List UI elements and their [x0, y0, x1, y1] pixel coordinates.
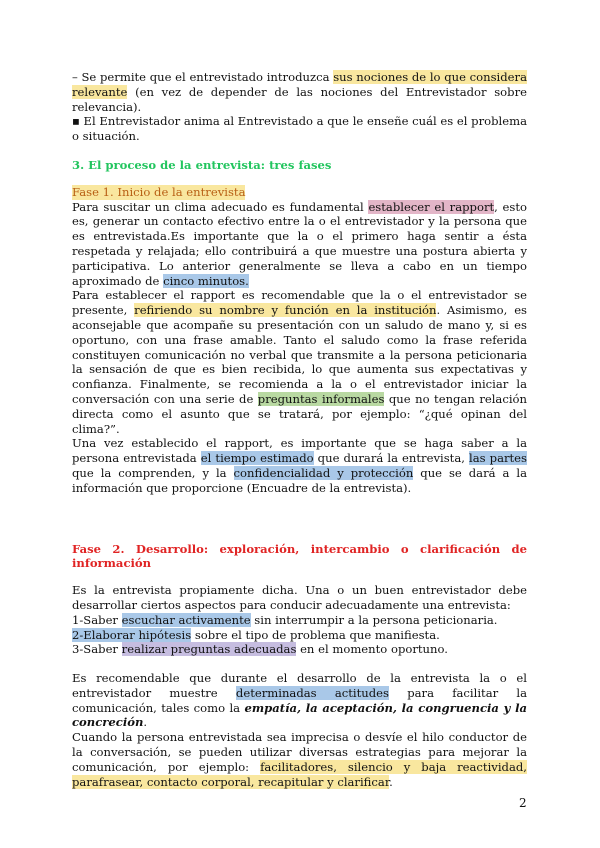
- text: 1-Saber: [72, 612, 122, 627]
- spacer: [72, 496, 527, 542]
- page-number: 2: [519, 796, 527, 810]
- text: 3-Saber: [72, 642, 122, 657]
- highlight-yellow: facilitadores, silencio y baja reactividad, parafrasear, contacto corporal, recapitular y clarificar: [72, 759, 527, 789]
- text: Es recomendable que durante el desarrollo de la entrevista la o el entrevistador muestre: [72, 671, 527, 700]
- text: sobre el tipo de problema que manifiesta.: [191, 627, 440, 642]
- text: Cuando la persona entrevistada sea imprecisa o desvíe el hilo conductor de la conversación, se pueden utilizar diversas estrategias para mejorar la comunicación, por ejemplo:: [72, 730, 527, 774]
- text: que no tengan relación directa como el asunto que se tratará, por ejemplo: “¿qué opinan del clima?”.: [72, 391, 527, 436]
- section-heading: 3. El proceso de la entrevista: tres fases: [72, 157, 332, 172]
- highlight-blue: cinco minutos.: [163, 273, 249, 288]
- fase1-heading-wrap: [72, 185, 527, 200]
- fase1-paragraph-2: [72, 288, 527, 436]
- fase2-paragraph-1: Es la entrevista propiamente dicha. Una o un buen entrevistador debe desarrollar ciertos aspectos para conducir adecuadamente una entrevista:: [72, 583, 527, 612]
- emphasis-text: empatía, la aceptación, la congruencia y la concreción: [72, 700, 527, 730]
- text: en el momento oportuno.: [296, 642, 448, 657]
- fase2-paragraph-2: [72, 671, 527, 730]
- fase1-paragraph-1: [72, 200, 527, 289]
- highlight-green: preguntas informales: [257, 391, 385, 406]
- highlight-yellow: refiriendo su nombre y función en la institución: [134, 303, 437, 318]
- text: para facilitar la comunicación, tales como la: [72, 685, 527, 715]
- highlight-blue: 2-Elaborar hipótesis: [72, 627, 192, 642]
- highlight-blue: las partes: [469, 451, 527, 466]
- text: Una vez establecido el rapport, es importante que se haga saber a la persona entrevistada: [72, 436, 527, 466]
- text: que durará la entrevista,: [313, 451, 469, 466]
- highlight-blue: escuchar activamente: [121, 612, 251, 627]
- list-item: [72, 613, 527, 628]
- paragraph-bullet: ▪ El Entrevistador anima al Entrevistado a que le enseñe cuál es el problema o situación.: [72, 114, 527, 144]
- text: que se dará a la información que proporcione (Encuadre de la entrevista).: [72, 465, 527, 495]
- text: que la comprenden, y la: [72, 465, 234, 480]
- fase2-paragraph-3: [72, 730, 527, 789]
- text: Para establecer el rapport es recomendable que la o el entrevistador se presente,: [72, 288, 527, 318]
- text: .: [143, 715, 148, 730]
- text: – Se permite que el entrevistado introduzca: [72, 70, 334, 84]
- highlight-blue: confidencialidad y protección: [233, 465, 414, 480]
- fase2-heading: Fase 2. Desarrollo: exploración, intercambio o clarificación de información: [72, 541, 527, 571]
- skills-list: [72, 613, 527, 657]
- highlight-yellow: sus nociones de lo que considera relevante: [72, 70, 527, 99]
- text: (en vez de depender de las nociones del Entrevistador sobre relevancia).: [72, 84, 527, 114]
- fase1-paragraph-3: [72, 436, 527, 495]
- list-item: [72, 642, 527, 657]
- paragraph-relevance: [72, 70, 527, 114]
- document-body: [72, 70, 527, 789]
- text: . Asimismo, es aconsejable que acompañe su presentación con un saludo de mano y, si es oportuno, con una frase amable. Tanto el saludo como la frase referida constituyen comunicación no verbal que transmite a la persona peticionaria la sensación de que es bien recibida, lo que aumenta sus expectativas y confianza. Finalmente, se recomienda a la o el entrevistador iniciar la conversación con una serie de: [72, 303, 528, 406]
- highlight-blue: el tiempo estimado: [200, 451, 314, 466]
- text: , esto es, generar un contacto efectivo entre la o el entrevistador y la persona que es entrevistada.Es importante que la o el primero haga sentir a ésta respetada y relajada; ello contribuirá a que muestre una postura abierta y participativa. Lo anterior generalmente se lleva a cabo en un tiempo aproximado de: [72, 199, 528, 288]
- text: sin interrumpir a la persona peticionaria.: [250, 612, 498, 627]
- highlight-pink: establecer el rapport: [368, 199, 495, 214]
- highlight-violet: realizar preguntas adecuadas: [121, 642, 297, 657]
- text: Para suscitar un clima adecuado es fundamental: [72, 199, 369, 214]
- highlight-blue: determinadas actitudes: [235, 685, 389, 700]
- list-item: [72, 628, 527, 643]
- text: .: [389, 774, 393, 789]
- spacer: [72, 657, 527, 671]
- fase1-heading: Fase 1. Inicio de la entrevista: [72, 184, 246, 199]
